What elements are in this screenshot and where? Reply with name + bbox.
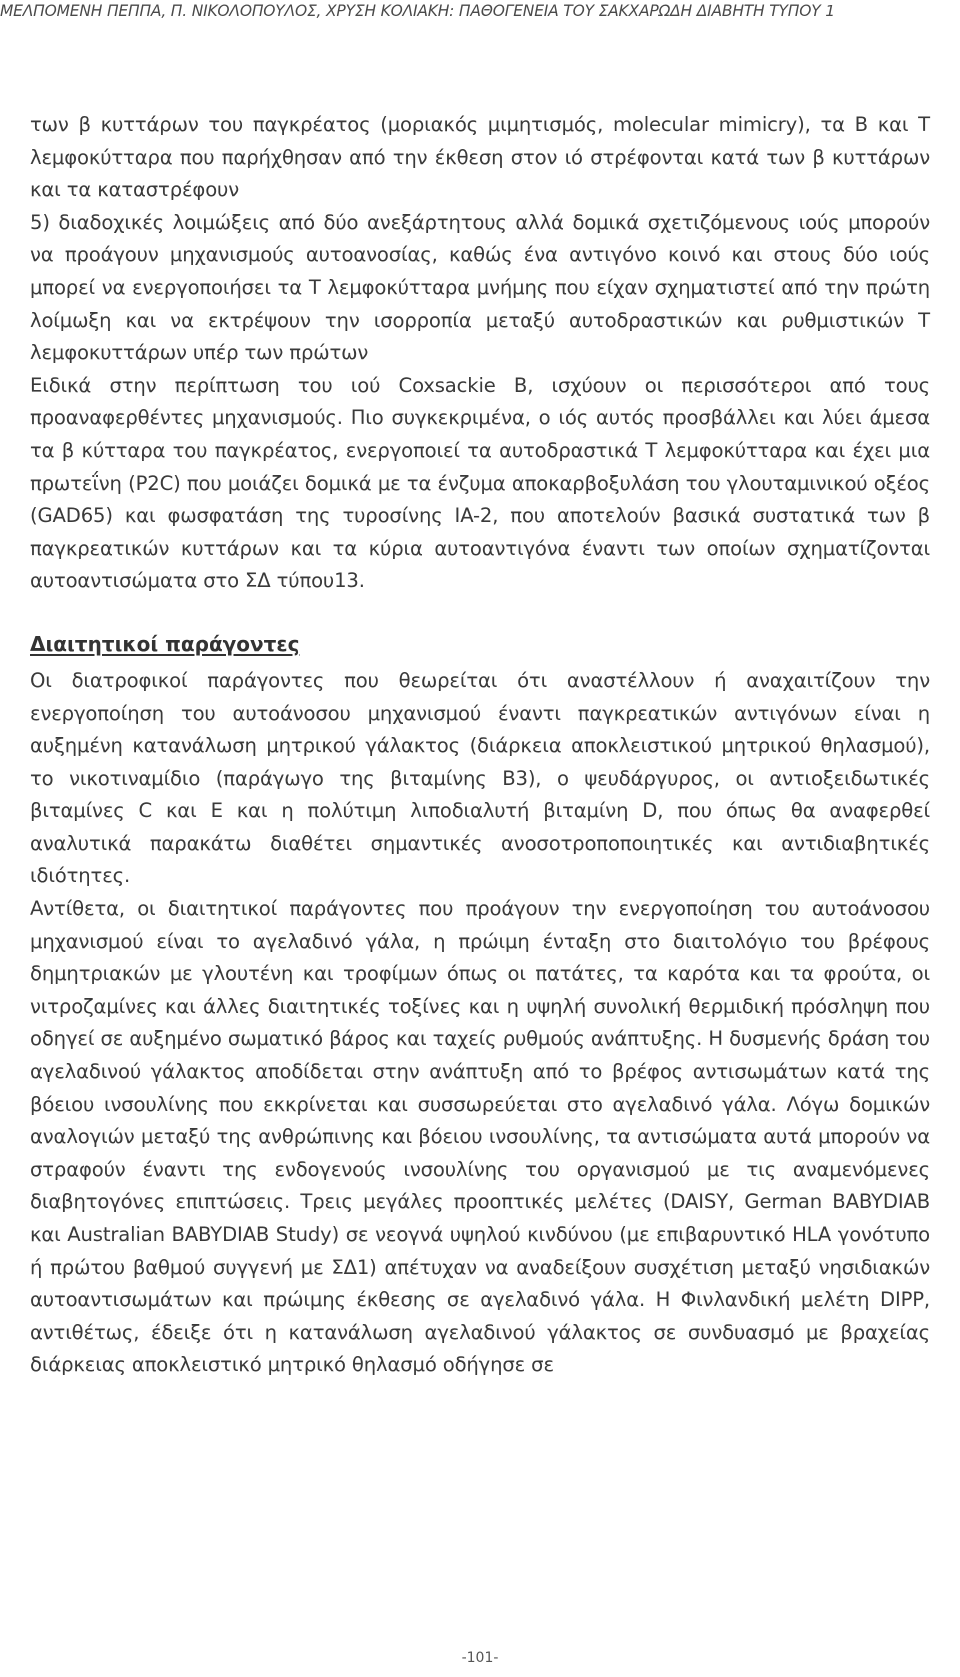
paragraph-promoting-dietary-factors: Αντίθετα, οι διαιτητικοί παράγοντες που προάγουν την ενεργοποίηση του αυτοάνοσου μηχανισμού είναι το αγελαδινό γάλα, η πρώιμη ένταξη στο διαιτολόγιο του βρέφους δημητριακών με γλουτένη και τροφίμων όπως οι πατάτες, τα καρότα και τα φρούτα, οι νιτροζαμίνες και άλλες διαιτητικές τοξίνες και η υψηλή συνολική θερμιδική πρόσληψη που οδηγεί σε αυξημένο σωματικό βάρος και ταχείς ρυθμούς ανάπτυξης. Η δυσμενής δράση του αγελαδινού γάλακτος αποδίδεται στην ανάπτυξη από το βρέφος αντισωμάτων κατά της βόειου ινσουλίνης που εκκρίνεται και συσσωρεύεται στο αγελαδινό γάλα. Λόγω δομικών αναλογιών μεταξύ της ανθρώπινης και βόειου ινσουλίνης, τα αντισώματα αυτά μπορούν να στραφούν έναντι της ενδογενούς ινσουλίνης του οργανισμού με τις αναμενόμενες διαβητογόνες επιπτώσεις. Τρεις μεγάλες προοπτικές μελέτες (DAISY, German BABYDIAB και Australian BABYDIAB Study) σε νεογνά υψηλού κινδύνου (με επιβαρυντικό HLA γονότυπο ή πρώτου βαθμού συγγενή με ΣΔ1) απέτυχαν να αναδείξουν συσχέτιση μεταξύ νησιδιακών αυτοαντισωμάτων και πρώιμης έκθεσης σε αγελαδινό γάλα. Η Φινλανδική μελέτη DIPP, αντιθέτως, έδειξε ότι η κατανάλωση αγελαδινού γάλακτος σε συνδυασμό με βραχείας διάρκειας αποκλειστικό μητρικό θηλασμό οδήγησε σε [30,897,930,1377]
article-body [30,109,930,1382]
paragraph-protective-dietary-factors: Οι διατροφικοί παράγοντες που θεωρείται ότι αναστέλλουν ή αναχαιτίζουν την ενεργοποίηση του αυτοάνοσου μηχανισμού έναντι παγκρεατικών αντιγόνων είναι η αυξημένη κατανάλωση μητρικού γάλακτος (διάρκεια αποκλειστικού μητρικού θηλασμού), το νικοτιναμίδιο (παράγωγο της βιταμίνης Β3), ο ψευδάργυρος, οι αντιοξειδωτικές βιταμίνες C και E και η πολύτιμη λιποδιαλυτή βιταμίνη D, που όπως θα αναφερθεί αναλυτικά παρακάτω διαθέτει σημαντικές ανοσοτροποποιητικές και αντιδιαβητικές ιδιότητες. [30,668,930,888]
running-header: ΜΕΛΠΟΜΕΝΗ ΠΕΠΠΑ, Π. ΝΙΚΟΛΟΠΟΥΛΟΣ, ΧΡΥΣΗ ΚΟΛΙΑΚΗ: ΠΑΘΟΓΕΝΕΙΑ ΤΟΥ ΣΑΚΧΑΡΩΔΗ ΔΙΑΒΗΤΗ ΤΥΠΟΥ 1 [0,2,835,20]
section-heading-dietary-factors: Διαιτητικοί παράγοντες [30,631,300,656]
paragraph-coxsackie: Ειδικά στην περίπτωση του ιού Coxsackie B, ισχύουν οι περισσότεροι από τους προαναφερθέντες μηχανισμούς. Πιο συγκεκριμένα, ο ιός αυτός προσβάλλει και λύει άμεσα τα β κύτταρα του παγκρέατος, ενεργοποιεί τα αυτοδραστικά Τ λεμφοκύτταρα και έχει μια πρωτεΐνη (P2C) που μοιάζει δομικά με τα ένζυμα αποκαρβοξυλάση του γλουταμινικού οξέος (GAD65) και φωσφατάση της τυροσίνης IA-2, που αποτελούν βασικά συστατικά των β παγκρεατικών κυττάρων και τα κύρια αυτοαντιγόνα έναντι των οποίων σχηματίζονται αυτοαντισώματα στο ΣΔ τύπου13. [30,373,930,593]
paragraph-sequential-infections: 5) διαδοχικές λοιμώξεις από δύο ανεξάρτητους αλλά δομικά σχετιζόμενους ιούς μπορούν να προάγουν μηχανισμούς αυτοανοσίας, καθώς ένα αντιγόνο κοινό και στους δύο ιούς μπορεί να ενεργοποιήσει τα Τ λεμφοκύτταρα μνήμης που είχαν σχηματιστεί από την πρώτη λοίμωξη και να εκτρέψουν την ισορροπία μεταξύ αυτοδραστικών και ρυθμιστικών Τ λεμφοκυττάρων υπέρ των πρώτων [30,210,930,365]
paragraph-molecular-mimicry: των β κυττάρων του παγκρέατος (μοριακός μιμητισμός, molecular mimicry), τα Β και Τ λεμφοκύτταρα που παρήχθησαν από την έκθεση στον ιό στρέφονται κατά των β κυττάρων και τα καταστρέφουν [30,113,930,202]
page-number: -101- [461,1650,499,1666]
